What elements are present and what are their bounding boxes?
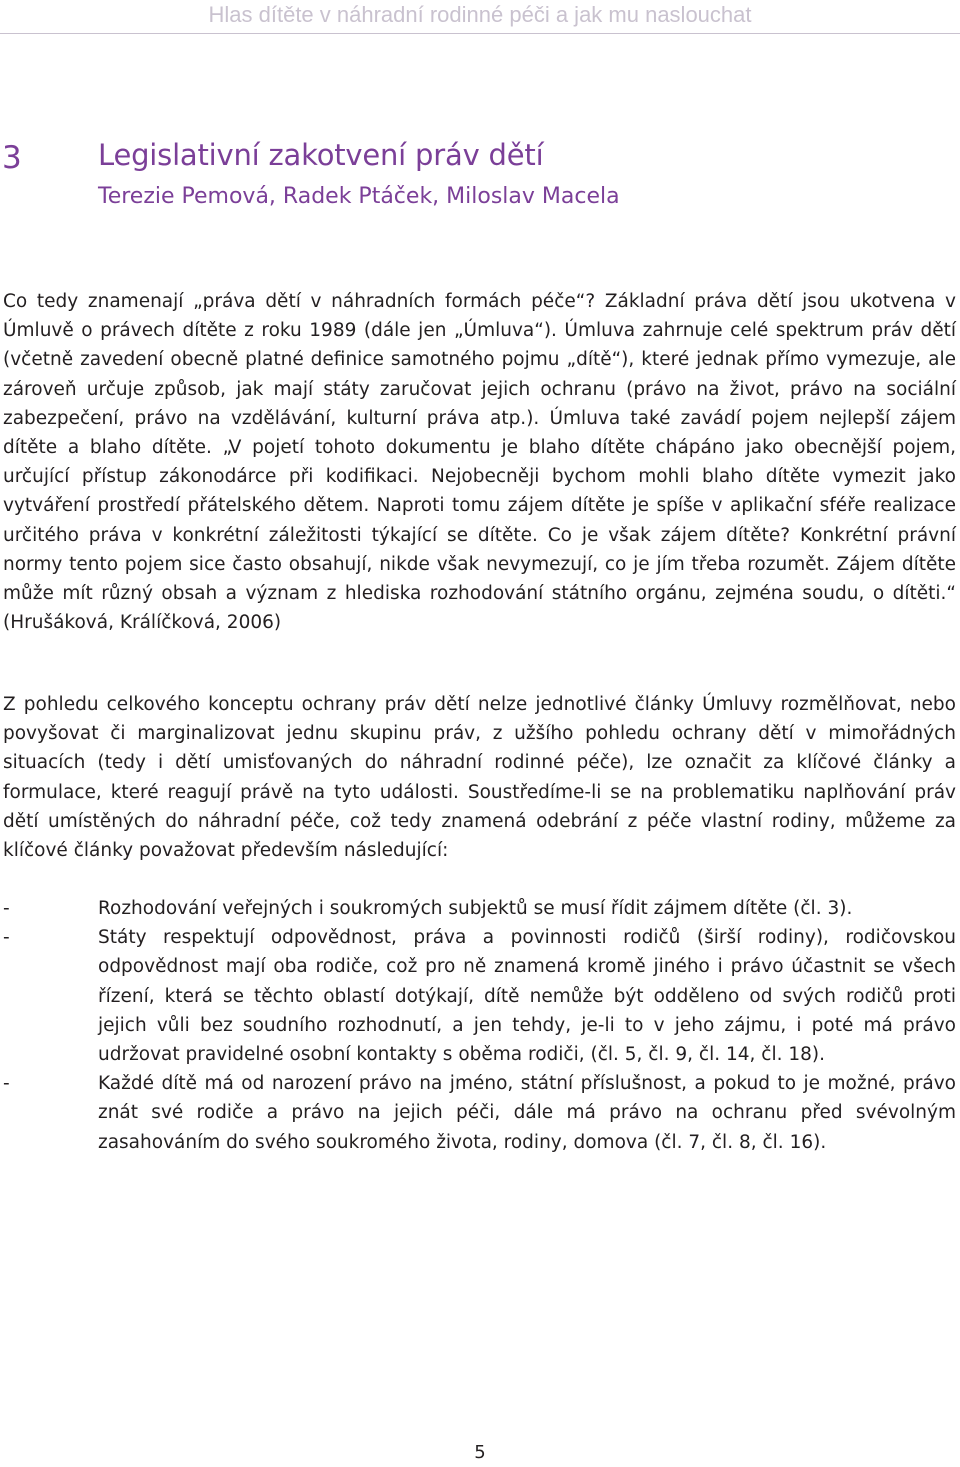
header-divider <box>0 33 960 34</box>
chapter-title: Legislativní zakotvení práv dětí <box>98 138 544 172</box>
page-number: 5 <box>474 1442 486 1463</box>
chapter-authors: Terezie Pemová, Radek Ptáček, Miloslav Macela <box>98 184 620 209</box>
body-paragraph-1: Co tedy znamenají „práva dětí v náhradních formách péče“? Základní práva dětí jsou ukotvena v Úmluvě o právech dítěte z roku 1989 (dále jen „Úmluva“). Úmluva zahrnuje celé spektrum práv dětí (včetně zavedení obecně platné definice samotného pojmu „dítě“), které jednak přímo vymezuje, ale zároveň určuje způsob, jak mají státy zaručovat jejich ochranu (právo na život, právo na sociální zabezpečení, právo na vzdělávání, kulturní práva atp.). Úmluva také zavádí pojem nejlepší zájem dítěte a blaho dítěte. „V pojetí tohoto dokumentu je blaho dítěte chápáno jako obecnější pojem, určující přístup zákonodárce při kodifikaci. Nejobecněji bychom mohli blaho dítěte vymezit jako vytváření prostředí přátelského dětem. Naproti tomu zájem dítěte je spíše v aplikační sféře realizace určitého práva v konkrétní záležitosti týkající se dítěte. Co je však zájem dítěte? Konkrétní právní normy tento pojem sice často obsahují, nikde však nevymezují, co je jím třeba rozumět. Zájem dítěte může mít různý obsah a význam z hlediska rozhodování státního orgánu, zejména soudu, o dítěti.“ (Hrušáková, Králíčková, 2006) <box>3 291 956 634</box>
body-paragraph-2: Z pohledu celkového konceptu ochrany práv dětí nelze jednotlivé články Úmluvy rozmělňovat, nebo povyšovat či marginalizovat jednu skupinu práv, z užšího pohledu ochrany dětí v mimořádných situacích (tedy i dětí umisťovaných do náhradní rodinné péče), lze označit za klíčové články a formulace, které reagují právě na tyto události. Soustředíme-li se na problematiku naplňování práv dětí umístěných do náhradní péče, což tedy znamená odebrání z péče vlastní rodiny, můžeme za klíčové články považovat především následující: <box>3 694 956 862</box>
chapter-number: 3 <box>2 140 22 176</box>
list-item-text: Rozhodování veřejných i soukromých subjektů se musí řídit zájmem dítěte (čl. 3). <box>98 898 853 919</box>
list-item-text: Státy respektují odpovědnost, práva a povinnosti rodičů (širší rodiny), rodičovskou odpovědnost mají oba rodiče, což pro ně znamená kromě jiného i právo účastnit se všech řízení, která se těchto oblastí dotýkají, dítě nemůže být odděleno od svých rodičů proti jejich vůli bez soudního rozhodnutí, a jen tehdy, je-li to v jeho zájmu, i poté má právo udržovat pravidelné osobní kontakty s oběma rodiči, (čl. 5, čl. 9, čl. 14, čl. 18). <box>98 927 956 1066</box>
list-item <box>3 894 956 923</box>
list-item <box>3 923 956 1069</box>
key-articles-list <box>3 894 956 1157</box>
list-item <box>3 1069 956 1157</box>
bullet-dash: - <box>3 898 10 919</box>
running-header: Hlas dítěte v náhradní rodinné péči a jak mu naslouchat <box>208 2 752 27</box>
list-item-text: Každé dítě má od narození právo na jméno, státní příslušnost, a pokud to je možné, právo znát své rodiče a právo na jejich péči, dále má právo na ochranu před svévolným zasahováním do svého soukromého života, rodiny, domova (čl. 7, čl. 8, čl. 16). <box>98 1073 956 1153</box>
bullet-dash: - <box>3 1073 10 1095</box>
bullet-dash: - <box>3 927 10 949</box>
